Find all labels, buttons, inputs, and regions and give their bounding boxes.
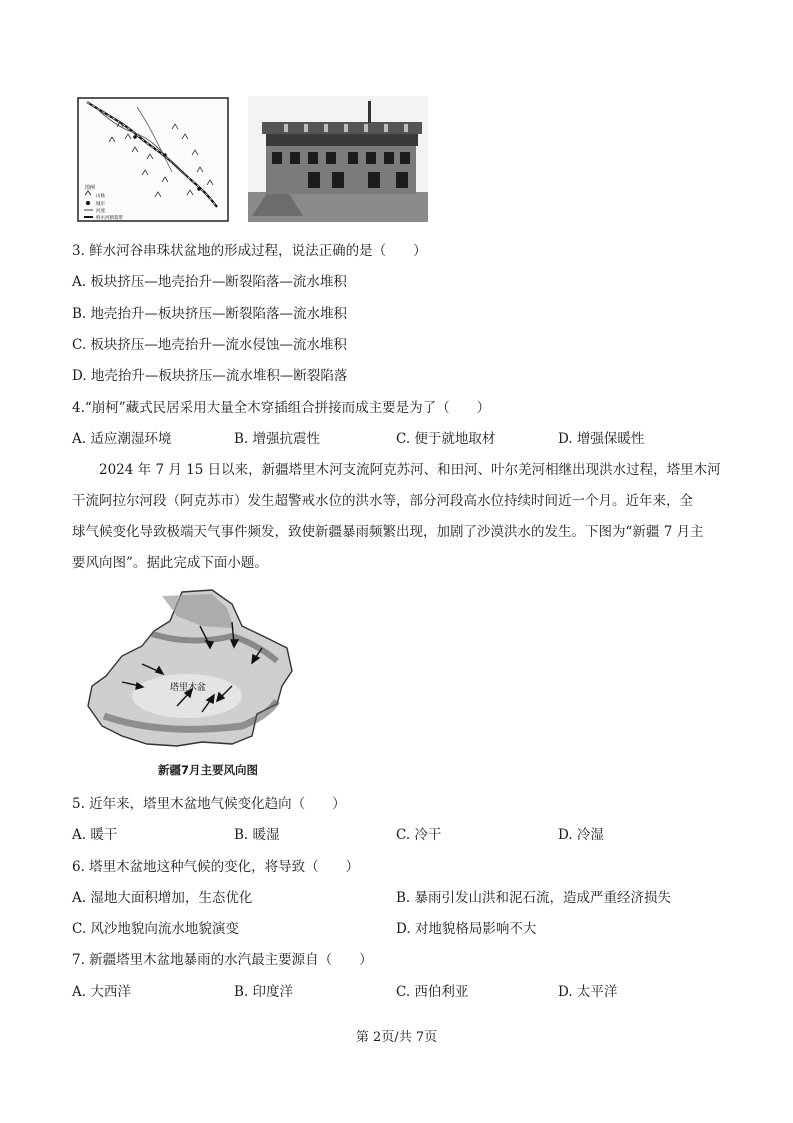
question-3-option-c: C. 板块挤压—地壳抬升—流水侵蚀—流水堆积	[72, 337, 347, 353]
xianshui-river-map	[77, 97, 229, 222]
question-7-option-d: D. 太平洋	[558, 984, 618, 1000]
question-6-option-c: C. 风沙地貌向流水地貌演变	[72, 921, 239, 937]
question-4-option-b: B. 增强抗震性	[234, 431, 321, 447]
question-4-options	[72, 430, 732, 448]
map-legend-title: 图例	[85, 185, 96, 191]
question-5-option-d: D. 冷湿	[558, 827, 604, 843]
question-5-stem: 5. 近年来，塔里木盆地气候变化趋向（ ）	[72, 796, 346, 812]
bengke-house-photo	[248, 96, 428, 222]
map-legend-item: 山脉	[96, 194, 105, 199]
map-label-tarim: 塔里木盆	[170, 683, 207, 693]
question-6-option-d: D. 对地貌格局影响不大	[396, 921, 537, 937]
question-6-options-row-1	[72, 889, 732, 907]
question-7-option-b: B. 印度洋	[234, 984, 294, 1000]
passage-line: 要风向图”。据此完成下面小题。	[72, 555, 268, 571]
question-3-option-a: A. 板块挤压—地壳抬升—断裂陷落—流水堆积	[72, 274, 347, 290]
question-3-option-b: B. 地壳抬升—板块挤压—断裂陷落—流水堆积	[72, 306, 348, 322]
question-5-option-c: C. 冷干	[396, 827, 442, 843]
xinjiang-map-caption: 新疆7月主要风向图	[158, 763, 259, 777]
map-legend-item: 鲜水河断裂带	[96, 216, 123, 221]
page-number: 第 2页/共 7页	[355, 1030, 438, 1045]
passage-paragraph	[72, 455, 722, 579]
question-7-stem: 7. 新疆塔里木盆地暴雨的水汽最主要源自（ ）	[72, 952, 373, 968]
house-photo-graphic	[248, 96, 428, 222]
question-7-option-a: A. 大西洋	[72, 984, 131, 1000]
question-7-option-c: C. 西伯利亚	[396, 984, 469, 1000]
question-6-options-row-2	[72, 920, 732, 938]
question-5-option-b: B. 暖湿	[234, 827, 280, 843]
question-4-option-a: A. 适应潮湿环境	[72, 431, 172, 447]
question-4-stem: 4.“崩柯”藏式民居采用大量全木穿插组合拼接而成主要是为了（ ）	[72, 400, 491, 416]
passage-line: 2024 年 7 月 15 日以来，新疆塔里木河支流阿克苏河、和田河、叶尔羌河相继出现洪水过程，塔里木河	[99, 462, 721, 478]
xinjiang-wind-map	[82, 586, 312, 778]
question-6-stem: 6. 塔里木盆地这种气候的变化，将导致（ ）	[72, 859, 360, 875]
passage-line: 干流阿拉尔河段（阿克苏市）发生超警戒水位的洪水等，部分河段高水位持续时间近一个月。近年来，全	[72, 493, 693, 509]
map-legend-item: 城市	[96, 202, 105, 207]
question-5-option-a: A. 暖干	[72, 827, 118, 843]
question-3-option-d: D. 地壳抬升—板块挤压—流水堆积—断裂陷落	[72, 368, 348, 384]
passage-line: 球气候变化导致极端天气事件频发，致使新疆暴雨频繁出现，加剧了沙漠洪水的发生。下图为“新疆 7 月主	[72, 524, 704, 540]
map-legend-item: 河流	[96, 209, 105, 214]
question-7-options	[72, 983, 732, 1001]
xinjiang-map-graphic	[82, 586, 312, 778]
river-map-graphic	[77, 97, 229, 222]
question-4-option-d: D. 增强保暖性	[558, 431, 645, 447]
question-6-option-b: B. 暴雨引发山洪和泥石流，造成严重经济损失	[396, 890, 672, 906]
question-5-options	[72, 826, 732, 844]
question-3-stem: 3. 鲜水河谷串珠状盆地的形成过程，说法正确的是（ ）	[72, 243, 427, 259]
question-6-option-a: A. 湿地大面积增加，生态优化	[72, 890, 253, 906]
question-4-option-c: C. 便于就地取材	[396, 431, 496, 447]
